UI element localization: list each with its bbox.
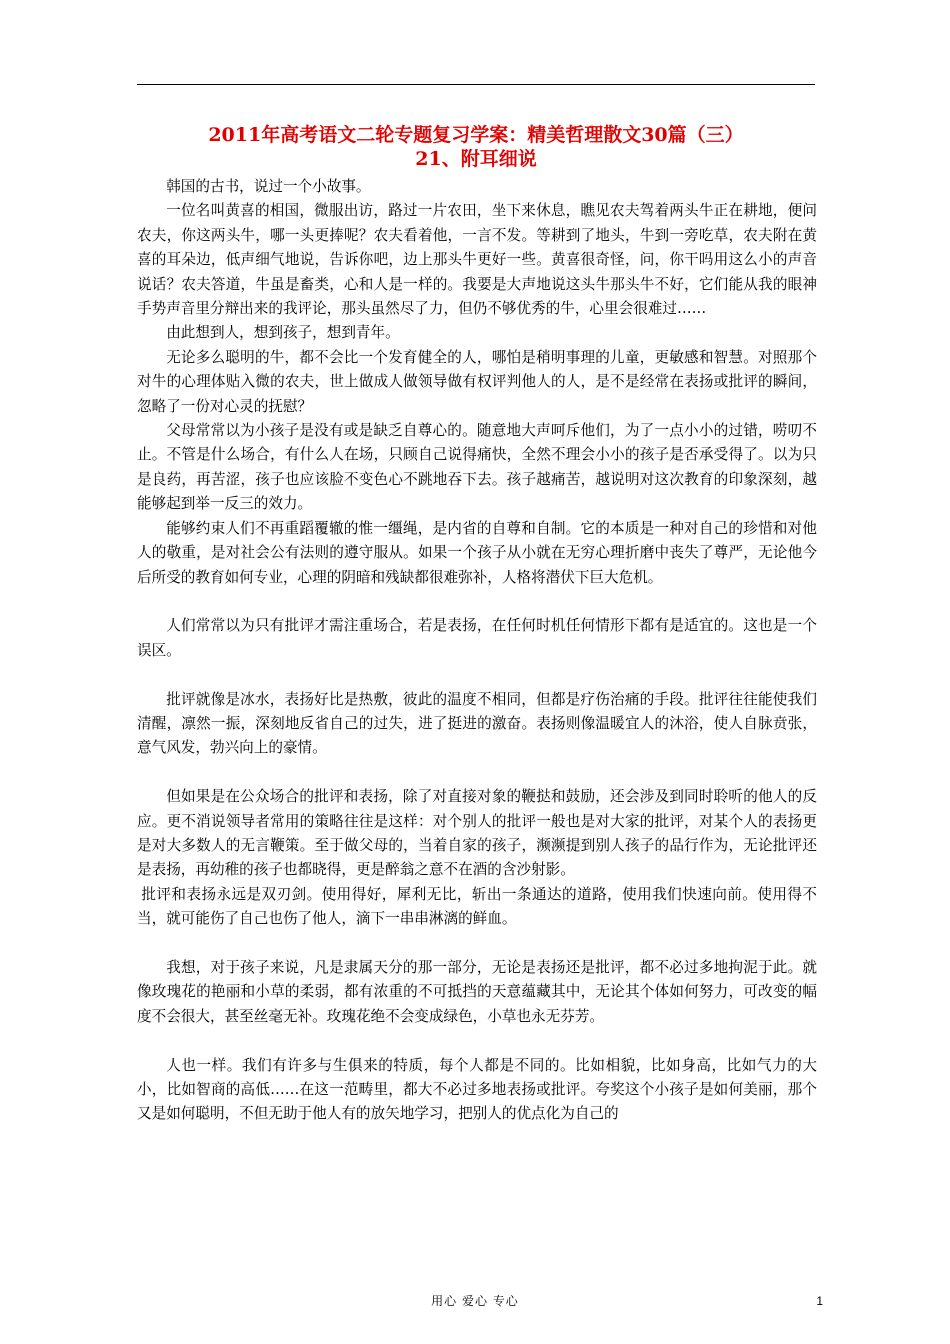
paragraph: 由此想到人，想到孩子，想到青年。 — [166, 324, 400, 342]
paragraph: 我想，对于孩子来说，凡是隶属天分的那一部分，无论是表扬还是批评，都不必过多地拘泥于此。就像玫瑰花的艳丽和小草的柔弱，都有浓重的不可抵挡的天意蕴藏其中，无论其个体如何努力，可改变的幅度不会很大，甚至丝毫无补。玫瑰花绝不会变成绿色，小草也永无芬芳。 — [137, 958, 817, 1025]
paragraph: 但如果是在公众场合的批评和表扬，除了对直接对象的鞭挞和鼓励，还会涉及到同时聆听的他人的反应。更不消说领导者常用的策略往往是这样：对个别人的批评一般也是对大家的批评，对某个人的表扬更是对大多数人的无言鞭策。至于做父母的，当着自家的孩子，濒濒提到别人孩子的品行作为，无论批评还是表扬，再幼稚的孩子也都晓得，更是醉翁之意不在酒的含沙射影。 — [137, 788, 817, 879]
paragraph: 父母常常以为小孩子是没有或是缺乏自尊心的。随意地大声呵斥他们，为了一点小小的过错，唠叨不止。不管是什么场合，有什么人在场，只顾自己说得痛快，全然不理会小小的孩子是否承受得了。以为只是良药，再苦涩，孩子也应该脸不变色心不跳地吞下去。孩子越痛苦，越说明对这次教育的印象深刻，越能够起到举一反三的效力。 — [137, 422, 817, 513]
document-title: 2011年高考语文二轮专题复习学案：精美哲理散文30篇（三） — [208, 124, 744, 146]
paragraph: 人们常常以为只有批评才需注重场合，若是表扬，在任何时机任何情形下都有是适宜的。这也是一个误区。 — [137, 617, 817, 659]
paragraph: 一位名叫黄喜的相国，微服出访，路过一片农田，坐下来休息，瞧见农夫驾着两头牛正在耕地，便问农夫，你这两头牛，哪一头更捧呢？农夫看着他，一言不发。等耕到了地头，牛到一旁吃草，农夫附在黄喜的耳朵边，低声细气地说，告诉你吧，边上那头牛更好一些。黄喜很奇怪，问，你干吗用这么小的声音说话？农夫答道，牛虽是畜类，心和人是一样的。我要是大声地说这头牛那头牛不好，它们能从我的眼神手势声音里分辩出来的我评论，那头虽然尽了力，但仍不够优秀的牛，心里会很难过…… — [137, 202, 817, 318]
header-rule — [137, 84, 815, 85]
footer-motto: 用心 爱心 专心 — [431, 1294, 519, 1308]
paragraph: 人也一样。我们有许多与生俱来的特质，每个人都是不同的。比如相貌，比如身高，比如气力的大小，比如智商的高低……在这一范畴里，都大不必过多地表扬或批评。夸奖这个小孩子是如何美丽，那个又是如何聪明，不但无助于他人有的放矢地学习，把别人的优点化为自己的 — [137, 1056, 817, 1123]
paragraph: 批评和表扬永远是双刃剑。使用得好，犀利无比，斩出一条通达的道路，使用我们快速向前。使用得不当，就可能伤了自己也伤了他人，滴下一串串淋漓的鲜血。 — [137, 885, 817, 928]
page-number: 1 — [816, 1294, 823, 1308]
paragraph: 能够约束人们不再重蹈覆辙的惟一缰绳，是内省的自尊和自制。它的本质是一种对自己的珍惜和对他人的敬重，是对社会公有法则的遵守服从。如果一个孩子从小就在无穷心理折磨中丧失了尊严，无论他今后所受的教育如何专业，心理的阴暗和残缺都很难弥补，人格将潜伏下巨大危机。 — [137, 519, 817, 586]
article-body — [137, 175, 817, 1127]
paragraph: 韩国的古书，说过一个小故事。 — [166, 178, 371, 195]
article-title: 21、附耳细说 — [415, 148, 537, 170]
paragraph: 无论多么聪明的牛，都不会比一个发育健全的人，哪怕是稍明事理的儿童，更敏感和智慧。对照那个对牛的心理体贴入微的农夫，世上做成人做领导做有权评判他人的人，是不是经常在表扬或批评的瞬间，忽略了一份对心灵的抚慰？ — [137, 348, 817, 415]
paragraph: 批评就像是冰水，表扬好比是热敷，彼此的温度不相同，但都是疗伤治痛的手段。批评往往能使我们清醒，凛然一振，深刻地反省自己的过失，进了挺进的激奋。表扬则像温暖宜人的沐浴，使人自脉贲张，意气风发，勃兴向上的豪情。 — [137, 690, 817, 757]
